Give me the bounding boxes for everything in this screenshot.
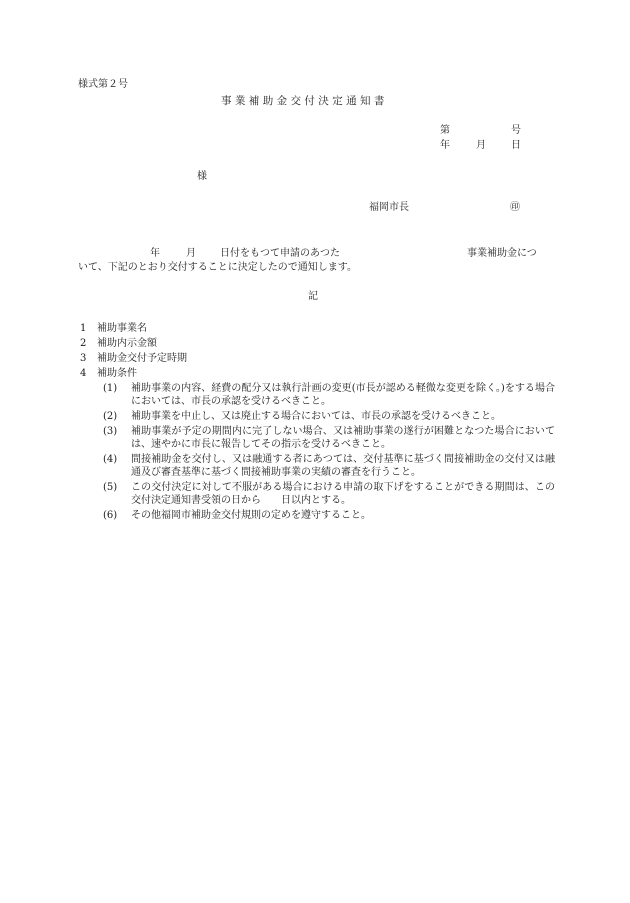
condition-text: この交付決定に対して不服がある場合における申請の取下げをすることができる期間は、この交付決定通知書受領の日から 日以内とする。 xyxy=(131,482,555,506)
condition-text: 間接補助金を交付し、又は融通する者にあつては、交付基準に基づく間接補助金の交付又は融通及び審査基準に基づく間接補助事業の実績の審査を行うこと。 xyxy=(131,454,555,478)
doc-number-prefix: 第 xyxy=(440,125,450,136)
issuer-name: 福岡市長 xyxy=(369,202,409,213)
item-label: 補助事業名 xyxy=(97,323,147,334)
date-month: 月 xyxy=(476,140,486,151)
item-label: 補助内示金額 xyxy=(97,338,157,349)
doc-number-suffix: 号 xyxy=(511,125,521,136)
condition-item xyxy=(103,410,555,423)
document-title: 事業補助金交付決定通知書 xyxy=(221,95,388,107)
condition-number: (6) xyxy=(103,510,118,521)
condition-item xyxy=(103,481,555,507)
condition-number: (4) xyxy=(103,454,118,465)
condition-item xyxy=(103,509,555,522)
list-item xyxy=(80,322,555,335)
condition-text: 補助事業を中止し、又は廃止する場合においては、市長の承認を受けるべきこと。 xyxy=(131,411,501,422)
body-year: 年 xyxy=(150,248,160,259)
form-number: 様式第２号 xyxy=(78,79,128,90)
item-number: 4 xyxy=(80,368,87,379)
seal-mark: ㊞ xyxy=(510,202,520,213)
condition-number: (2) xyxy=(103,411,118,422)
ki-heading: 記 xyxy=(308,291,318,302)
item-number: 3 xyxy=(80,353,87,364)
date-year: 年 xyxy=(440,140,450,151)
body-grant-name: 事業補助金につ xyxy=(467,248,537,259)
item-number: 1 xyxy=(80,323,87,334)
items-list xyxy=(80,322,555,522)
body-day-clause: 日付をもつて申請のあつた xyxy=(220,248,340,259)
date-day: 日 xyxy=(511,140,521,151)
condition-number: (5) xyxy=(103,482,118,493)
body-month: 月 xyxy=(186,248,196,259)
list-item xyxy=(80,367,555,380)
body-line-2: いて、下記のとおり交付することに決定したので通知します。 xyxy=(78,262,357,273)
condition-text: その他福岡市補助金交付規則の定めを遵守すること。 xyxy=(131,510,371,521)
condition-text: 補助事業が予定の期間内に完了しない場合、又は補助事業の遂行が困難となつた場合においては、速やかに市長に報告してその指示を受けるべきこと。 xyxy=(131,426,555,450)
addressee-honorific: 様 xyxy=(197,171,207,182)
item-label: 補助条件 xyxy=(97,368,137,379)
condition-number: (3) xyxy=(103,426,118,437)
item-number: 2 xyxy=(80,338,87,349)
list-item xyxy=(80,352,555,365)
condition-item xyxy=(103,425,555,451)
condition-text: 補助事業の内容、経費の配分又は執行計画の変更(市長が認める軽微な変更を除く。)をする場合においては、市長の承認を受けるべきこと。 xyxy=(131,383,555,407)
item-label: 補助金交付予定時期 xyxy=(97,353,187,364)
condition-item xyxy=(103,382,555,408)
condition-item xyxy=(103,453,555,479)
condition-number: (1) xyxy=(103,383,118,394)
list-item xyxy=(80,337,555,350)
